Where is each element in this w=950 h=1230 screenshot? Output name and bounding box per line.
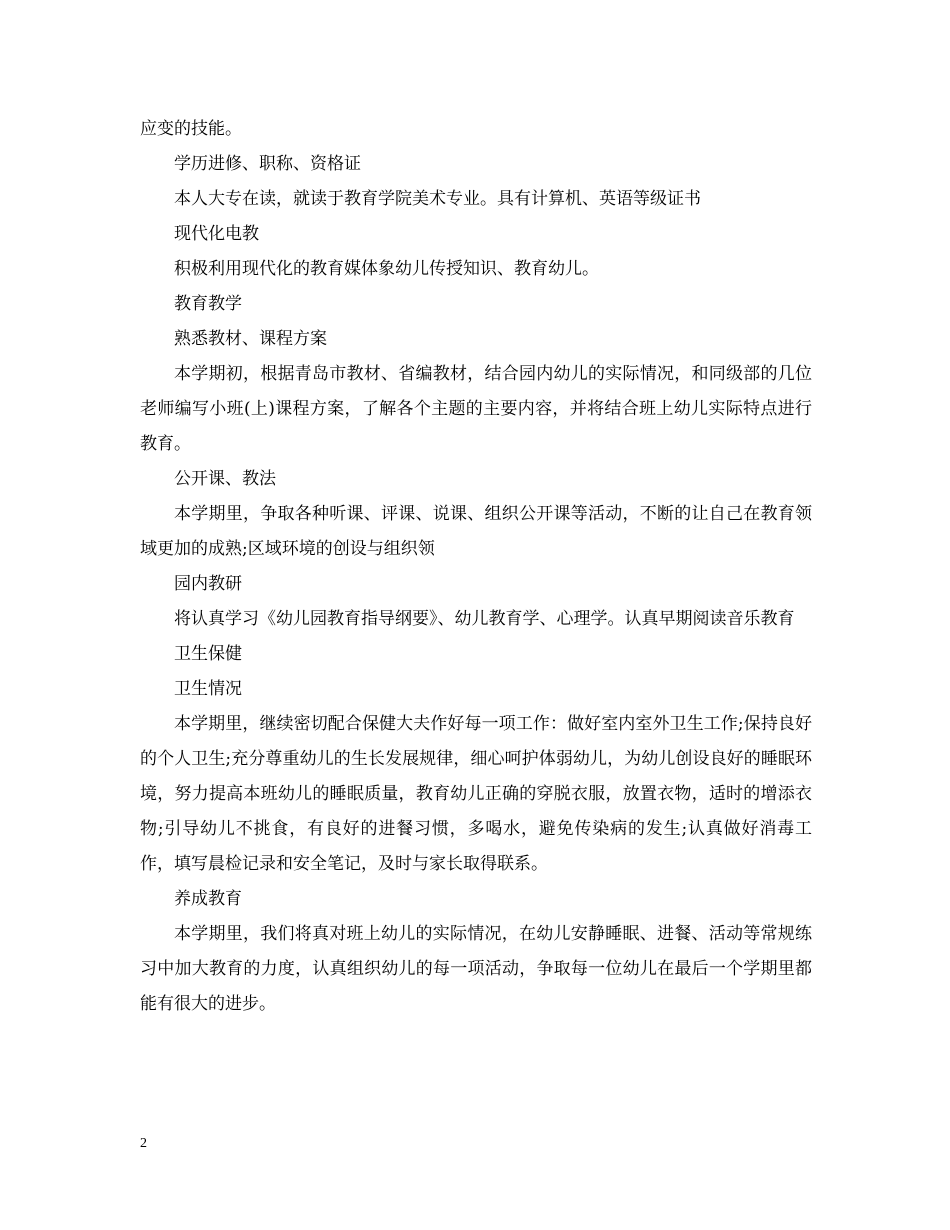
paragraph: 卫生情况 — [174, 679, 242, 699]
document-body — [140, 112, 812, 1022]
paragraph: 公开课、教法 — [174, 469, 276, 489]
paragraph: 本人大专在读，就读于教育学院美术专业。具有计算机、英语等级证书 — [174, 189, 701, 209]
paragraph: 本学期里，继续密切配合保健大夫作好每一项工作：做好室内室外卫生工作;保持良好的个人卫生;充分尊重幼儿的生长发展规律，细心呵护体弱幼儿，为幼儿创设良好的睡眠环境，努力提高本班幼儿的睡眠质量，教育幼儿正确的穿脱衣服，放置衣物，适时的增添衣物;引导幼儿不挑食，有良好的进餐习惯，多喝水，避免传染病的发生;认真做好消毒工作，填写晨检记录和安全笔记，及时与家长取得联系。 — [140, 714, 812, 874]
paragraph: 本学期初，根据青岛市教材、省编教材，结合园内幼儿的实际情况，和同级部的几位老师编写小班(上)课程方案，了解各个主题的主要内容，并将结合班上幼儿实际特点进行教育。 — [140, 364, 812, 454]
paragraph: 园内教研 — [174, 574, 242, 594]
paragraph: 本学期里，争取各种听课、评课、说课、组织公开课等活动，不断的让自己在教育领域更加的成熟;区域环境的创设与组织领 — [140, 504, 812, 559]
page-number: 2 — [140, 1136, 147, 1151]
paragraph: 学历进修、职称、资格证 — [174, 154, 361, 174]
paragraph: 将认真学习《幼儿园教育指导纲要》、幼儿教育学、心理学。认真早期阅读音乐教育 — [174, 609, 795, 629]
paragraph: 应变的技能。 — [140, 119, 242, 139]
paragraph: 熟悉教材、课程方案 — [174, 329, 327, 349]
paragraph: 养成教育 — [174, 889, 242, 909]
paragraph: 卫生保健 — [174, 644, 242, 664]
paragraph: 积极利用现代化的教育媒体象幼儿传授知识、教育幼儿。 — [174, 259, 599, 279]
paragraph: 教育教学 — [174, 294, 242, 314]
paragraph: 本学期里，我们将真对班上幼儿的实际情况，在幼儿安静睡眠、进餐、活动等常规练习中加大教育的力度，认真组织幼儿的每一项活动，争取每一位幼儿在最后一个学期里都能有很大的进步。 — [140, 924, 812, 1014]
paragraph: 现代化电教 — [174, 224, 259, 244]
